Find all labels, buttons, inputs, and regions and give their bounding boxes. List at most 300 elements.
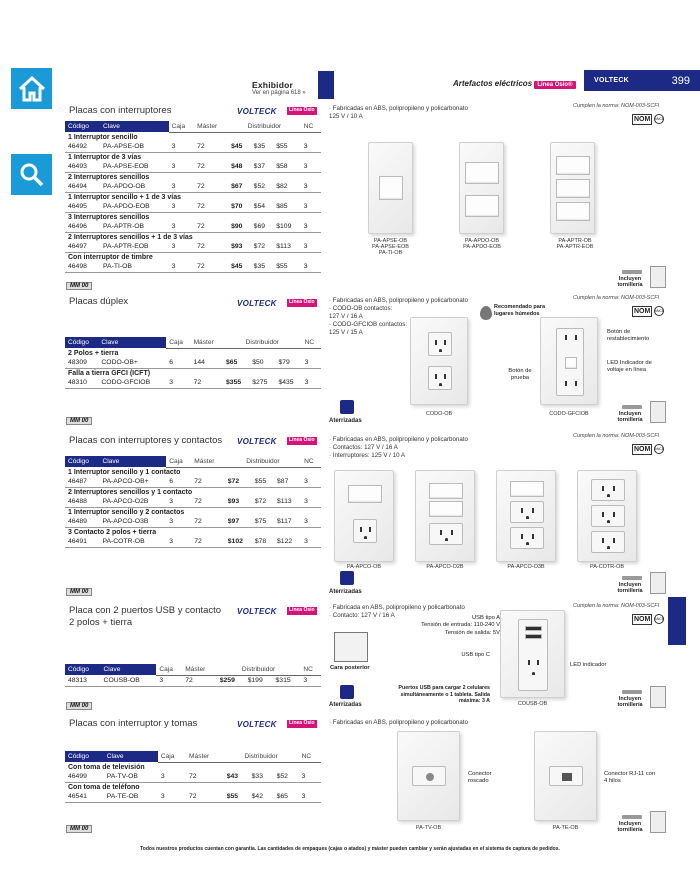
- cell-nc: 3: [301, 516, 321, 527]
- plate-caption: PA-APTR-OB PA-APTR-EOB: [556, 238, 594, 250]
- cell-nc: 3: [301, 161, 321, 172]
- plate-image: [540, 317, 598, 405]
- cell-p3: $435: [275, 377, 301, 388]
- norma-text: Cumplen la norma: NOM-003-SCFI: [573, 433, 660, 439]
- cell-p2: $35: [251, 261, 274, 272]
- package-icon: [650, 266, 666, 288]
- desc-line: · Fabricadas en ABS, polipropileno y policarbonato: [329, 436, 468, 443]
- desc-line: · Fabricadas en ABS, polipropileno y policarbonato: [329, 297, 468, 304]
- col-clave: Clave: [100, 121, 169, 132]
- cell-clave: PA-APCO-OB+: [99, 476, 166, 487]
- norma-text: Cumplen la norma: NOM-003-SCFI: [573, 603, 660, 609]
- cell-code: 46489: [65, 516, 99, 527]
- cell-p3: $109: [273, 221, 300, 232]
- exhibidor-icon: [318, 71, 334, 99]
- cell-caja: 3: [169, 221, 194, 232]
- cell-p2: $75: [252, 516, 274, 527]
- ground-icon: [340, 685, 354, 699]
- cell-p1: $45: [228, 141, 251, 152]
- table-row: [65, 791, 321, 802]
- cell-p2: $52: [251, 181, 274, 192]
- cell-code: 48309: [65, 357, 98, 368]
- volteck-logo: VOLTECK: [594, 77, 630, 84]
- cell-nc: 3: [301, 261, 321, 272]
- cell-master: 72: [194, 181, 228, 192]
- cell-caja: 3: [169, 201, 194, 212]
- cell-master: 72: [194, 261, 228, 272]
- table-row: [65, 536, 321, 547]
- cell-p3: $117: [274, 516, 301, 527]
- cell-master: 72: [194, 201, 228, 212]
- nom-logo: NOM: [634, 115, 651, 123]
- nom-ance-logos: [632, 113, 666, 125]
- screw-icon: [622, 815, 642, 819]
- col-master: Máster: [191, 456, 224, 467]
- row-group-label: 2 Interruptores sencillos + 1 de 3 vías: [68, 233, 193, 241]
- cell-p2: $33: [249, 771, 274, 782]
- mm-label: MM 00: [66, 825, 92, 833]
- desc-line: · Fabricada en ABS, polipropileno y policarbonato: [329, 604, 465, 611]
- cell-p3: $65: [274, 791, 299, 802]
- row-group-label: 3 Interruptores sencillos: [68, 213, 150, 221]
- plate-caption: PA-TV-OB: [415, 825, 442, 831]
- product-table: [65, 664, 321, 687]
- package-icon: [650, 686, 666, 708]
- screw-icon: [622, 270, 642, 274]
- cell-nc: 3: [301, 496, 321, 507]
- cell-clave: PA-COTR-OB: [99, 536, 166, 547]
- rj11-note: Conector RJ-11 con 4 hilos: [604, 771, 656, 785]
- screw-icon: [622, 405, 642, 409]
- col-clave: Clave: [101, 664, 157, 675]
- volteck-logo: VOLTECK: [237, 299, 277, 308]
- plate-caption: PA-TE-OB: [552, 825, 579, 831]
- cell-master: 144: [191, 357, 223, 368]
- nom-logo: NOM: [634, 615, 651, 623]
- plate-caption: CODO-GFCIOB: [549, 411, 589, 417]
- cell-master: 72: [194, 221, 228, 232]
- cell-clave: CODO-GFCIOB: [98, 377, 166, 388]
- cell-p2: $199: [245, 675, 273, 686]
- table-row: [65, 181, 321, 192]
- cell-p3: $85: [273, 201, 300, 212]
- col-clave: Clave: [99, 456, 166, 467]
- cell-caja: 6: [166, 476, 191, 487]
- aterrizadas-label: Aterrizadas: [329, 589, 362, 595]
- cell-caja: 3: [169, 241, 194, 252]
- col-distribuidor: Distribuidor: [224, 751, 299, 762]
- cara-posterior-label: Cara posterior: [330, 665, 370, 671]
- cell-p3: $113: [273, 241, 300, 252]
- linea-osio-badge: Línea Osio®: [534, 81, 575, 89]
- desc-line: 125 V / 10 A: [329, 113, 363, 121]
- cell-p1: $93: [228, 241, 251, 252]
- col-master: Máster: [182, 664, 217, 675]
- table-row: [65, 516, 321, 527]
- plate-image: [410, 317, 468, 405]
- entrada-note: Tensión de entrada: 110-240 V: [421, 622, 500, 628]
- row-group-label: Con toma de televisión: [68, 763, 145, 771]
- cell-p3: $87: [274, 476, 301, 487]
- cell-caja: 3: [158, 791, 186, 802]
- cell-nc: 3: [301, 141, 321, 152]
- cell-p2: $78: [252, 536, 274, 547]
- cell-p2: $55: [252, 476, 274, 487]
- table-row: [65, 357, 321, 368]
- plate-caption: PA-APSE-OB PA-APSE-EOB PA-TI-OB: [372, 238, 409, 256]
- desc-line: · Contactos: 127 V / 16 A: [329, 444, 398, 452]
- cell-clave: PA-APTR-OB: [100, 221, 169, 232]
- cell-nc: 3: [299, 771, 321, 782]
- desc-line: · Fabricadas en ABS, polipropileno y policarbonato: [329, 719, 468, 726]
- screw-icon: [622, 576, 642, 580]
- volteck-logo: VOLTECK: [237, 607, 277, 616]
- plate-image: [496, 470, 556, 562]
- table-row: [65, 261, 321, 272]
- cell-code: 48310: [65, 377, 98, 388]
- desc-line: · CODO-GFCIOB contactos:: [329, 321, 408, 329]
- cell-p3: $315: [273, 675, 301, 686]
- incluyen-label: Incluyen tornillería: [617, 582, 643, 595]
- plate-image: [550, 142, 595, 234]
- cell-caja: 3: [169, 181, 194, 192]
- volteck-logo: VOLTECK: [237, 720, 277, 729]
- col-caja: Caja: [169, 121, 194, 132]
- cell-p1: $65: [223, 357, 249, 368]
- cell-clave: PA-APTR-EOB: [100, 241, 169, 252]
- cell-p2: $72: [251, 241, 274, 252]
- col-caja: Caja: [166, 337, 190, 348]
- screw-icon: [622, 690, 642, 694]
- cell-code: 46493: [65, 161, 100, 172]
- product-table: [65, 337, 321, 389]
- cell-caja: 3: [169, 141, 194, 152]
- nom-ance-logos: [632, 443, 666, 455]
- artefactos-label: Artefactos eléctricos: [453, 79, 533, 88]
- product-table: [65, 456, 321, 548]
- plate-caption: PA-APCO-OB: [346, 564, 382, 570]
- cell-p3: $82: [273, 181, 300, 192]
- col-caja: Caja: [166, 456, 191, 467]
- cell-master: 72: [194, 161, 228, 172]
- mm-label: MM 00: [66, 417, 92, 425]
- cell-master: 72: [191, 516, 224, 527]
- col-codigo: Código: [65, 456, 99, 467]
- plate-caption: PA-APCO-O2B: [426, 564, 464, 570]
- col-distribuidor: Distribuidor: [228, 121, 301, 132]
- col-caja: Caja: [156, 664, 182, 675]
- cell-code: 46494: [65, 181, 100, 192]
- desc-line: · Interruptores: 125 V / 10 A: [329, 452, 406, 460]
- nom-ance-logos: [632, 305, 666, 317]
- norma-text: Cumplen la norma: NOM-003-SCFI: [573, 103, 660, 109]
- cell-p2: $275: [249, 377, 275, 388]
- cell-p2: $54: [251, 201, 274, 212]
- plate-image: [368, 142, 413, 234]
- nom-logo: NOM: [634, 445, 651, 453]
- cell-nc: 3: [300, 675, 321, 686]
- cell-p1: $102: [225, 536, 252, 547]
- home-button[interactable]: [11, 68, 52, 109]
- osio-badge: Línea Osio: [289, 107, 315, 113]
- table-row: [65, 675, 321, 686]
- package-icon: [650, 811, 666, 833]
- col-caja: Caja: [158, 751, 186, 762]
- cell-code: 46497: [65, 241, 100, 252]
- osio-badge: Línea Osio: [289, 299, 315, 305]
- cell-caja: 3: [169, 261, 194, 272]
- cell-clave: PA-TI-OB: [100, 261, 169, 272]
- volteck-logo: VOLTECK: [237, 437, 277, 446]
- cell-caja: 3: [166, 536, 191, 547]
- cell-p1: $43: [224, 771, 249, 782]
- ground-icon: [340, 571, 354, 585]
- cell-nc: 3: [301, 201, 321, 212]
- cell-master: 72: [191, 377, 223, 388]
- cell-caja: 3: [169, 161, 194, 172]
- cell-p2: $35: [251, 141, 274, 152]
- row-group-label: 1 Interruptor sencillo y 1 contacto: [68, 468, 181, 476]
- section-title: Placa con 2 puertos USB y contacto: [69, 605, 222, 616]
- cell-p3: $113: [274, 496, 301, 507]
- usb-a-note: USB tipo A: [471, 615, 500, 621]
- page-bar: [584, 70, 700, 91]
- desc-line: 125 V / 15 A: [329, 329, 363, 337]
- plate-caption: PA-APCO-O3B: [507, 564, 545, 570]
- cell-master: 72: [191, 476, 224, 487]
- ance-logo: ANCE: [654, 444, 664, 454]
- desc-line: · Fabricadas en ABS, polipropileno y policarbonato: [329, 105, 468, 112]
- cell-p3: $52: [274, 771, 299, 782]
- cell-clave: PA-APDO-OB: [100, 181, 169, 192]
- back-view-image: [334, 632, 368, 662]
- cell-p1: $355: [223, 377, 249, 388]
- row-group-label: 2 Interruptores sencillos y 1 contacto: [68, 488, 193, 496]
- desc-line: · Contacto: 127 V / 16 A: [329, 612, 395, 620]
- section-desc: [329, 719, 468, 727]
- row-group-label: Con interruptor de timbre: [68, 253, 153, 261]
- exhibidor-page-link[interactable]: Ver en página 618 »: [252, 90, 306, 96]
- cell-p1: $48: [228, 161, 251, 172]
- ground-icon: [340, 400, 354, 414]
- coax-note: Conector roscado: [468, 771, 492, 785]
- ance-logo: ANCE: [654, 114, 664, 124]
- cell-p1: $90: [228, 221, 251, 232]
- led-indicador-note: LED indicador: [570, 662, 607, 668]
- section-desc: [329, 436, 468, 460]
- col-codigo: Código: [65, 121, 100, 132]
- product-table: [65, 121, 321, 273]
- aterrizadas-label: Aterrizadas: [329, 702, 362, 708]
- col-nc: NC: [300, 664, 321, 675]
- footer-note: Todos nuestros productos cuentan con garantía. Las cantidades de empaques (cajas o atados) y máster pueden cambiar y serán ajustadas en el sistema de captura de pedidos.: [140, 846, 560, 852]
- col-nc: NC: [299, 751, 321, 762]
- table-row: [65, 161, 321, 172]
- table-row: [65, 476, 321, 487]
- home-icon: [17, 75, 47, 103]
- cell-master: 72: [186, 791, 224, 802]
- section-header: [453, 79, 576, 89]
- row-group-label: Con toma de teléfono: [68, 783, 140, 791]
- cell-master: 72: [191, 536, 224, 547]
- cell-nc: 3: [299, 791, 321, 802]
- mm-label: MM 00: [66, 702, 92, 710]
- col-master: Máster: [194, 121, 228, 132]
- cell-nc: 3: [301, 476, 321, 487]
- section-desc: [329, 105, 468, 121]
- incluyen-label: Incluyen tornillería: [617, 821, 643, 834]
- cell-code: 46496: [65, 221, 100, 232]
- row-group-label: 1 Interruptor de 3 vías: [68, 153, 142, 161]
- desc-line: · CODO-OB contactos:: [329, 305, 393, 313]
- cell-p1: $45: [228, 261, 251, 272]
- ance-logo: ANCE: [654, 306, 664, 316]
- table-row: [65, 201, 321, 212]
- puertos-note: Puertos USB para cargar 2 celulares simultáneamente o 1 tableta. Salida máxima: 3 A: [398, 685, 490, 705]
- product-table: [65, 751, 321, 803]
- cell-p3: $55: [273, 141, 300, 152]
- cell-caja: 6: [166, 357, 190, 368]
- cell-p1: $259: [217, 675, 245, 686]
- cell-clave: PA-TV-OB: [104, 771, 158, 782]
- col-master: Máster: [186, 751, 224, 762]
- col-distribuidor: Distribuidor: [217, 664, 301, 675]
- row-group-label: 2 Interruptores sencillos: [68, 173, 150, 181]
- cell-p2: $72: [252, 496, 274, 507]
- cell-code: 46491: [65, 536, 99, 547]
- plate-image: [500, 610, 565, 698]
- cell-caja: 3: [166, 516, 191, 527]
- plate-image: [577, 470, 637, 562]
- plate-image: [534, 731, 597, 821]
- cell-code: 46541: [65, 791, 104, 802]
- nom-ance-logos: [632, 613, 666, 625]
- cell-master: 72: [182, 675, 217, 686]
- cell-code: 46487: [65, 476, 99, 487]
- cell-clave: PA-APSE-OB: [100, 141, 169, 152]
- cell-nc: 3: [301, 536, 321, 547]
- cell-clave: COUSB-OB: [101, 675, 157, 686]
- cell-p3: $122: [274, 536, 301, 547]
- cell-master: 72: [194, 241, 228, 252]
- cell-code: 46495: [65, 201, 100, 212]
- col-distribuidor: Distribuidor: [223, 337, 302, 348]
- cell-clave: PA-APCO-O2B: [99, 496, 166, 507]
- section-title: Placas con interruptor y tomas: [69, 718, 198, 729]
- mm-label: MM 00: [66, 588, 92, 596]
- table-row: [65, 241, 321, 252]
- cell-p1: $70: [228, 201, 251, 212]
- col-nc: NC: [301, 456, 321, 467]
- col-codigo: Código: [65, 337, 98, 348]
- col-nc: NC: [302, 337, 321, 348]
- row-group-label: 1 Interruptor sencillo y 2 contactos: [68, 508, 185, 516]
- cell-code: 46499: [65, 771, 104, 782]
- section-title-line2: 2 polos + tierra: [69, 617, 133, 628]
- osio-badge: Línea Osio: [289, 720, 315, 726]
- plate-caption: PA-APDO-OB PA-APDO-EOB: [463, 238, 501, 250]
- col-codigo: Código: [65, 751, 104, 762]
- table-row: [65, 496, 321, 507]
- desc-line: 127 V / 16 A: [329, 313, 363, 321]
- section-title: Placas con interruptores: [69, 105, 172, 116]
- cell-master: 72: [194, 141, 228, 152]
- boton-prueba-note: Botón de prueba: [508, 368, 532, 382]
- cell-p1: $55: [224, 791, 249, 802]
- cell-code: 46498: [65, 261, 100, 272]
- cell-master: 72: [186, 771, 224, 782]
- cell-caja: 3: [166, 377, 190, 388]
- plate-caption: PA-COTR-OB: [589, 564, 625, 570]
- osio-badge: Línea Osio: [289, 607, 315, 613]
- incluyen-label: Incluyen tornillería: [617, 276, 643, 289]
- plate-caption: COUSB-OB: [517, 701, 548, 707]
- table-row: [65, 141, 321, 152]
- salida-note: Tensión de salida: 5V: [444, 630, 500, 636]
- table-row: [65, 771, 321, 782]
- col-clave: Clave: [104, 751, 158, 762]
- cell-clave: PA-APCO-O3B: [99, 516, 166, 527]
- col-distribuidor: Distribuidor: [225, 456, 301, 467]
- col-master: Máster: [191, 337, 223, 348]
- cell-clave: CODO-OB+: [98, 357, 166, 368]
- exhibidor-label: Exhibidor: [252, 80, 293, 90]
- norma-text: Cumplen la norma: NOM-003-SCFI: [573, 295, 660, 301]
- col-codigo: Código: [65, 664, 101, 675]
- cell-nc: 3: [301, 181, 321, 192]
- cell-nc: 3: [301, 221, 321, 232]
- search-icon: [19, 162, 45, 188]
- cell-p1: $97: [225, 516, 252, 527]
- led-note: LED Indicador de voltaje en línea: [607, 360, 652, 374]
- cell-p2: $42: [249, 791, 274, 802]
- usb-c-note: USB tipo C: [461, 652, 490, 658]
- aterrizadas-label: Aterrizadas: [329, 418, 362, 424]
- ance-logo: ANCE: [654, 614, 664, 624]
- page-number: 399: [671, 74, 690, 87]
- row-group-label: 1 Interruptor sencillo + 1 de 3 vías: [68, 193, 182, 201]
- plate-image: [334, 470, 394, 562]
- cell-caja: 3: [156, 675, 182, 686]
- row-group-label: 2 Polos + tierra: [68, 349, 119, 357]
- incluyen-label: Incluyen tornillería: [617, 411, 643, 424]
- humedos-note: Recomendado para lugares húmedos: [494, 304, 546, 317]
- table-row: [65, 377, 321, 388]
- row-group-label: 1 Interruptor sencillo: [68, 133, 138, 141]
- row-group-label: 3 Contacto 2 polos + tierra: [68, 528, 157, 536]
- plate-caption: CODO-OB: [425, 411, 453, 417]
- cell-code: 46492: [65, 141, 100, 152]
- cell-caja: 3: [166, 496, 191, 507]
- cell-p1: $67: [228, 181, 251, 192]
- cell-nc: 3: [302, 357, 321, 368]
- side-tab: [668, 597, 686, 645]
- plate-image: [397, 731, 460, 821]
- water-drop-icon: [480, 306, 492, 320]
- cell-p2: $50: [249, 357, 275, 368]
- search-button[interactable]: [11, 154, 52, 195]
- cell-p2: $37: [251, 161, 274, 172]
- cell-clave: PA-APSE-EOB: [100, 161, 169, 172]
- section-title: Placas dúplex: [69, 296, 129, 307]
- cell-p3: $79: [275, 357, 301, 368]
- cell-p1: $93: [225, 496, 252, 507]
- cell-nc: 3: [302, 377, 321, 388]
- cell-p1: $72: [225, 476, 252, 487]
- boton-rest-note: Botón de restablecimiento: [607, 329, 650, 343]
- cell-code: 48313: [65, 675, 101, 686]
- nom-logo: NOM: [634, 307, 651, 315]
